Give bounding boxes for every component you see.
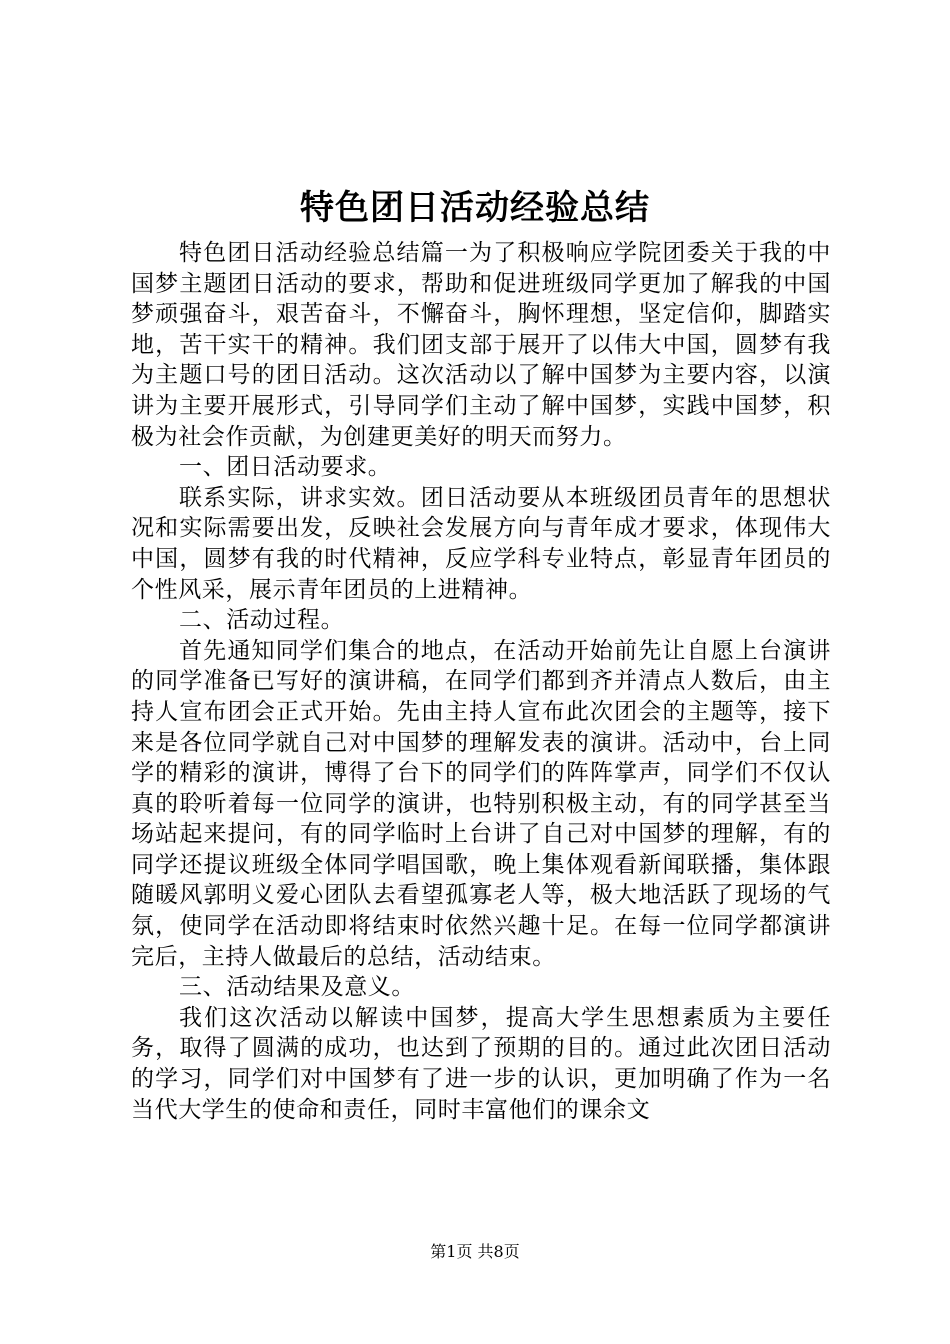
section-heading-requirements: 一、团日活动要求。 xyxy=(179,454,392,481)
paragraph-process: 首先通知同学们集合的地点，在活动开始前先让自愿上台演讲的同学准备已写好的演讲稿，在同学们都到齐并清点人数后，由主持人宣布团会正式开始。先由主持人宣布此次团会的主题等，接下来是各位同学就自己对中国梦的理解发表的演讲。活动中，台上同学的精彩的演讲，博得了台下的同学们的阵阵掌声，同学们不仅认真的聆听着每一位同学的演讲，也特别积极主动，有的同学甚至当场站起来提问，有的同学临时上台讲了自己对中国梦的理解，有的同学还提议班级全体同学唱国歌，晚上集体观看新闻联播，集体跟随暖风郭明义爱心团队去看望孤寡老人等，极大地活跃了现场的气氛，使同学在活动即将结束时依然兴趣十足。在每一位同学都演讲完后，主持人做最后的总结，活动结束。 xyxy=(131,637,831,970)
page-title: 特色团日活动经验总结 xyxy=(300,188,650,228)
page-number-footer: 第1页 共8页 xyxy=(430,1242,520,1261)
section-heading-results: 三、活动结果及意义。 xyxy=(179,974,415,1001)
section-heading-process: 二、活动过程。 xyxy=(179,607,345,634)
document-body xyxy=(131,238,831,1125)
paragraph-results: 我们这次活动以解读中国梦，提高大学生思想素质为主要任务，取得了圆满的成功，也达到了预期的目的。通过此次团日活动的学习，同学们对中国梦有了进一步的认识，更加明确了作为一名当代大学生的使命和责任，同时丰富他们的课余文 xyxy=(131,1004,831,1123)
paragraph-intro: 特色团日活动经验总结篇一为了积极响应学院团委关于我的中国梦主题团日活动的要求，帮助和促进班级同学更加了解我的中国梦顽强奋斗，艰苦奋斗，不懈奋斗，胸怀理想，坚定信仰，脚踏实地，苦干实干的精神。我们团支部于展开了以伟大中国，圆梦有我为主题口号的团日活动。这次活动以了解中国梦为主要内容，以演讲为主要开展形式，引导同学们主动了解中国梦，实践中国梦，积极为社会作贡献，为创建更美好的明天而努力。 xyxy=(131,240,831,450)
paragraph-requirements: 联系实际，讲求实效。团日活动要从本班级团员青年的思想状况和实际需要出发，反映社会发展方向与青年成才要求，体现伟大中国，圆梦有我的时代精神，反应学科专业特点，彰显青年团员的个性风采，展示青年团员的上进精神。 xyxy=(131,484,831,603)
